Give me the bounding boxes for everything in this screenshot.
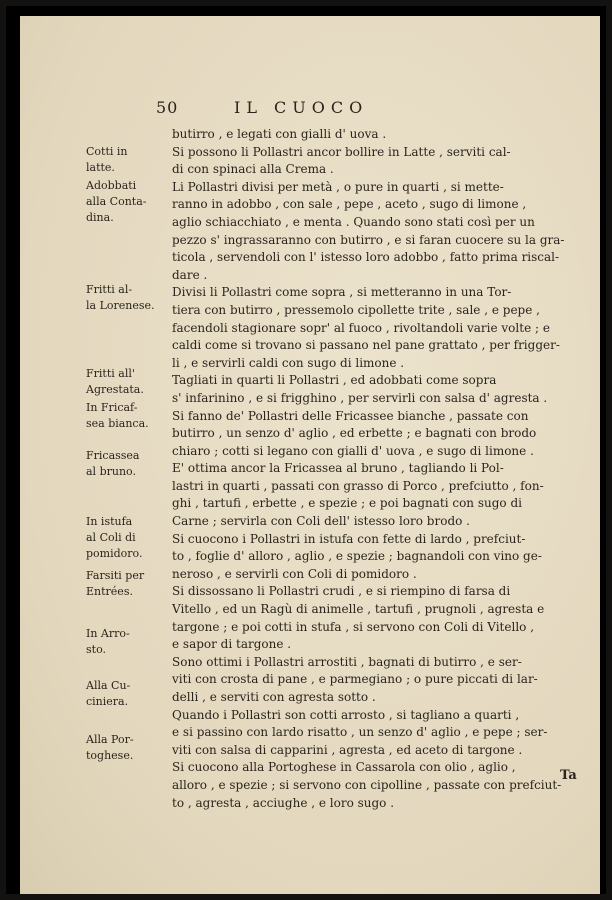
margin-note: Adobbati alla Conta- dina. <box>86 179 147 224</box>
margin-note: In Arro- sto. <box>86 627 130 656</box>
text-line: caldi come si trovano si passano nel pane grattato , per frigger- <box>172 338 560 353</box>
text-line: delli , e serviti con agresta sotto . <box>172 690 376 704</box>
text-line: E' ottima ancor la Fricassea al bruno , tagliando li Pol- <box>172 461 504 476</box>
text-line: butirro , un senzo d' aglio , ed erbette ; e bagnati con brodo <box>172 426 537 441</box>
text-line: Vitello , ed un Ragù di animelle , tartufi , prugnoli , agresta e <box>172 602 545 617</box>
text-line: dare . <box>172 267 208 282</box>
margin-note: Cotti in latte. <box>86 145 128 174</box>
text-line: Li Pollastri divisi per metà , o pure in quarti , si mette- <box>172 179 504 194</box>
margin-note: Fricassea al bruno. <box>86 449 140 478</box>
text-line: ticola , servendoli con l' istesso loro adobbo , fatto prima riscal- <box>172 250 560 265</box>
text-line: Si cuocono i Pollastri in istufa con fette di lardo , prefciut- <box>172 531 526 546</box>
text-line: butirro , e legati con gialli d' uova . <box>172 127 387 141</box>
margin-note: Alla Por- toghese. <box>86 733 134 762</box>
running-title: IL CUOCO <box>234 98 369 117</box>
margin-note: Alla Cu- ciniera. <box>86 679 131 708</box>
text-line: viti con salsa di capparini , agresta , ed aceto di targone . <box>172 742 523 757</box>
text-line: to , foglie d' alloro , aglio , e spezie ; bagnandoli con vino ge- <box>172 549 542 564</box>
margin-note: Farsiti per Entrées. <box>86 569 145 598</box>
text-line: Quando i Pollastri son cotti arrosto , si tagliano a quarti , <box>172 707 520 722</box>
margin-note: In istufa al Coli di pomidoro. <box>86 515 143 560</box>
text-line: alloro , e spezie ; si servono con cipolline , passate con prefciut- <box>172 777 562 792</box>
body-text <box>172 126 584 812</box>
text-line: Si possono li Pollastri ancor bollire in Latte , serviti cal- <box>172 144 511 159</box>
text-line: Si fanno de' Pollastri delle Fricassee bianche , passate con <box>172 408 529 423</box>
photo-frame <box>6 6 606 894</box>
page-number: 50 <box>156 98 179 117</box>
margin-note: In Fricaf- sea bianca. <box>86 401 149 430</box>
text-line: Divisi li Pollastri come sopra , si metteranno in una Tor- <box>172 285 512 300</box>
book-page <box>20 16 600 894</box>
catchword: Ta <box>560 768 577 783</box>
text-line: Sono ottimi i Pollastri arrostiti , bagnati di butirro , e ser- <box>172 654 522 669</box>
text-line: Si cuocono alla Portoghese in Cassarola con olio , aglio , <box>172 760 516 775</box>
text-line: neroso , e servirli con Coli di pomidoro . <box>172 566 417 581</box>
text-line: e si passino con lardo risatto , un senzo d' aglio , e pepe ; ser- <box>172 725 548 740</box>
text-line: targone ; e poi cotti in stufa , si servono con Coli di Vitello , <box>172 619 535 634</box>
margin-note: Fritti all' Agrestata. <box>86 367 144 396</box>
text-line: tiera con butirro , pressemolo cipollette trite , sale , e pepe , <box>172 302 540 317</box>
text-line: e sapor di targone . <box>172 637 292 652</box>
text-line: di con spinaci alla Crema . <box>172 162 334 177</box>
text-line: ranno in adobbo , con sale , pepe , aceto , sugo di limone , <box>172 197 527 212</box>
margin-note: Fritti al- la Lorenese. <box>86 283 155 312</box>
text-line: ghi , tartufi , erbette , e spezie ; e poi bagnati con sugo di <box>172 496 522 511</box>
text-line: viti con crosta di pane , e parmegiano ; o pure piccati di lar- <box>172 672 538 687</box>
text-line: Carne ; servirla con Coli dell' istesso loro brodo . <box>172 514 470 529</box>
text-line: to , agresta , acciughe , e loro sugo . <box>172 795 395 810</box>
text-line: chiaro ; cotti si legano con gialli d' uova , e sugo di limone . <box>172 443 534 458</box>
text-line: facendoli stagionare sopr' al fuoco , rivoltandoli varie volte ; e <box>172 320 550 335</box>
text-line: li , e servirli caldi con sugo di limone . <box>172 355 405 370</box>
text-line: lastri in quarti , passati con grasso di Porco , prefciutto , fon- <box>172 478 544 493</box>
text-line: Si dissossano li Pollastri crudi , e si riempino di farsa di <box>172 584 511 599</box>
text-line: s' infarinino , e si frigghino , per servirli con salsa d' agresta . <box>172 390 548 405</box>
text-line: Tagliati in quarti li Pollastri , ed adobbati come sopra <box>172 373 497 388</box>
text-line: pezzo s' ingrassaranno con butirro , e si faran cuocere su la gra- <box>172 232 565 247</box>
text-line: aglio schiacchiato , e menta . Quando sono stati così per un <box>172 214 535 229</box>
